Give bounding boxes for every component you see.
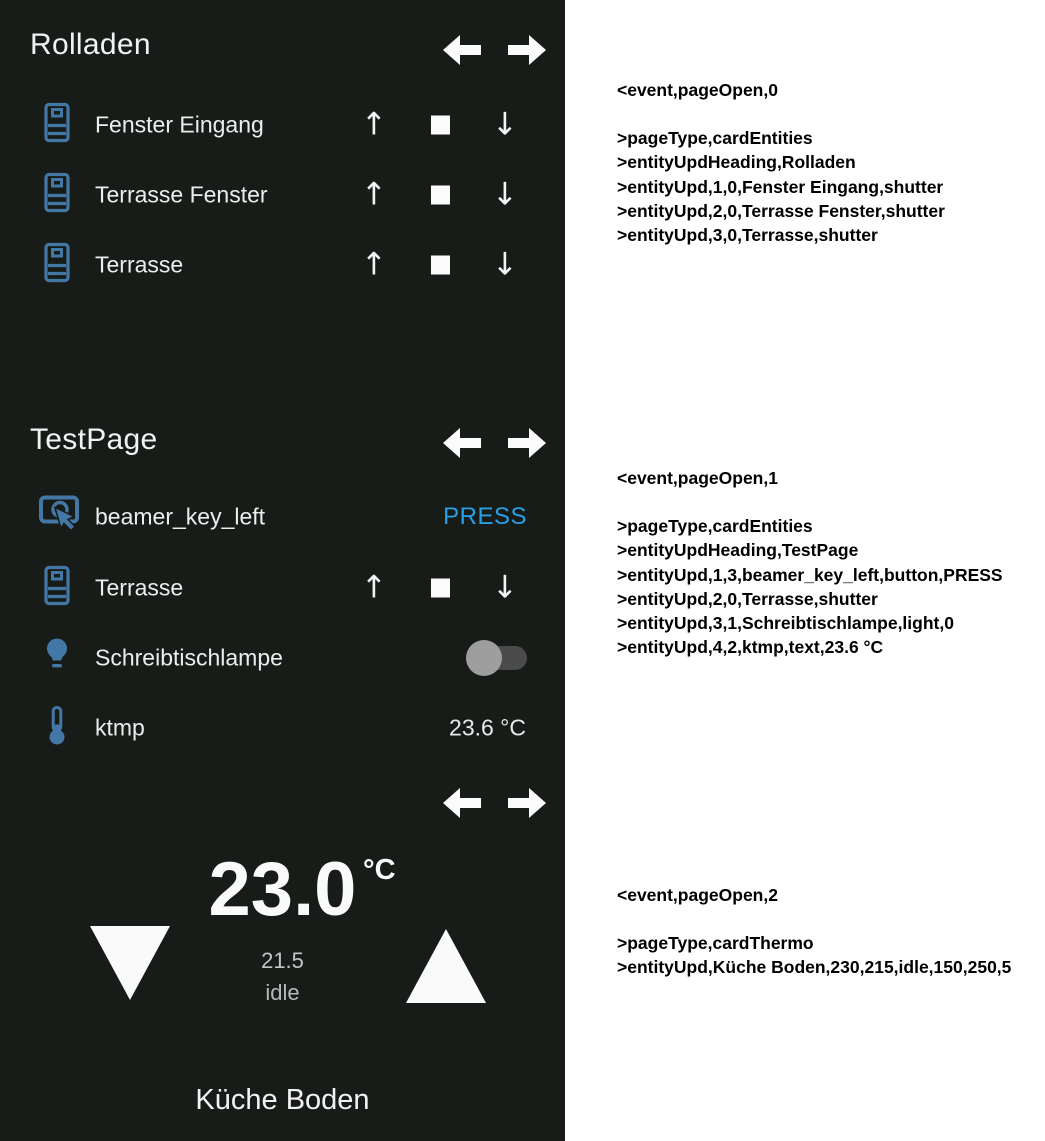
shutter-stop-button[interactable]	[423, 110, 457, 141]
shutter-down-button[interactable]: ↓	[492, 106, 518, 143]
shutter-down-button[interactable]: ↓	[492, 176, 518, 213]
shutter-up-button[interactable]: ↑	[361, 246, 387, 283]
log-line: >entityUpd,3,1,Schreibtischlampe,light,0	[617, 613, 954, 634]
temperature-value: 23.6 °C	[449, 714, 526, 741]
window-shutter-icon	[44, 243, 70, 288]
entity-label: Terrasse	[95, 251, 184, 278]
log-event-line: <event,pageOpen,0	[617, 80, 778, 100]
toggle-knob	[466, 640, 502, 676]
thermometer-icon	[48, 706, 66, 751]
entity-row-terrasse	[0, 566, 565, 610]
thermostat-title: Küche Boden	[195, 1084, 370, 1116]
thermostat-state: idle	[265, 980, 300, 1005]
log-line: >entityUpdHeading,Rolladen	[617, 152, 856, 173]
shutter-up-button[interactable]: ↑	[361, 569, 387, 606]
light-toggle-switch[interactable]	[468, 646, 527, 670]
window-shutter-icon	[44, 173, 70, 218]
nav-prev-arrow-icon[interactable]	[443, 33, 481, 67]
stop-square-icon	[431, 116, 450, 135]
page-nav	[443, 33, 546, 67]
shutter-stop-button[interactable]	[423, 573, 457, 604]
log-line: >entityUpd,2,0,Terrasse,shutter	[617, 588, 878, 609]
page-nav	[443, 426, 546, 460]
page-title: TestPage	[30, 423, 158, 456]
log-line: >pageType,cardEntities	[617, 516, 813, 536]
entity-label: Fenster Eingang	[95, 111, 264, 138]
log-line: >entityUpd,2,0,Terrasse Fenster,shutter	[617, 200, 945, 221]
target-temperature: 21.5	[261, 948, 304, 973]
lightbulb-icon	[44, 638, 70, 679]
shutter-down-button[interactable]: ↓	[492, 569, 518, 606]
shutter-up-button[interactable]: ↑	[361, 106, 387, 143]
entity-row-ktmp	[0, 706, 565, 750]
shutter-stop-button[interactable]	[423, 250, 457, 281]
shutter-up-button[interactable]: ↑	[361, 176, 387, 213]
log-line: >pageType,cardThermo	[617, 933, 814, 953]
press-button[interactable]: PRESS	[443, 503, 527, 530]
window-shutter-icon	[44, 566, 70, 611]
log-event-line: <event,pageOpen,2	[617, 885, 778, 905]
shutter-down-button[interactable]: ↓	[492, 246, 518, 283]
log-line: >entityUpdHeading,TestPage	[617, 540, 859, 561]
entity-row-schreibtischlampe	[0, 636, 565, 680]
temperature-unit: °C	[363, 854, 396, 886]
entity-label: ktmp	[95, 714, 145, 741]
nav-prev-arrow-icon[interactable]	[443, 786, 481, 820]
entity-row-fenster-eingang	[0, 103, 565, 147]
shutter-stop-button[interactable]	[423, 180, 457, 211]
log-line: >entityUpd,4,2,ktmp,text,23.6 °C	[617, 637, 884, 658]
entity-label: Terrasse Fenster	[95, 181, 268, 208]
entity-label: Terrasse	[95, 574, 184, 601]
gesture-tap-button-icon	[38, 495, 80, 540]
nav-next-arrow-icon[interactable]	[508, 33, 546, 67]
log-block-page2	[617, 885, 1042, 980]
log-event-line: <event,pageOpen,1	[617, 468, 778, 488]
page-nav	[443, 786, 546, 820]
log-line: >entityUpd,Küche Boden,230,215,idle,150,250,5	[617, 957, 1012, 978]
entity-row-terrasse	[0, 243, 565, 287]
log-block-page1	[617, 468, 1042, 660]
entity-label: Schreibtischlampe	[95, 644, 283, 671]
window-shutter-icon	[44, 103, 70, 148]
log-line: >entityUpd,1,3,beamer_key_left,button,PRESS	[617, 564, 1003, 585]
stop-square-icon	[431, 579, 450, 598]
entity-label: beamer_key_left	[95, 503, 266, 530]
current-temperature: 23.0	[208, 847, 357, 932]
stop-square-icon	[431, 256, 450, 275]
nav-prev-arrow-icon[interactable]	[443, 426, 481, 460]
log-line: >pageType,cardEntities	[617, 128, 813, 148]
stop-square-icon	[431, 186, 450, 205]
nav-next-arrow-icon[interactable]	[508, 426, 546, 460]
nav-next-arrow-icon[interactable]	[508, 786, 546, 820]
log-line: >entityUpd,1,0,Fenster Eingang,shutter	[617, 176, 944, 197]
log-line: >entityUpd,3,0,Terrasse,shutter	[617, 225, 878, 246]
entity-row-terrasse-fenster	[0, 173, 565, 217]
page-title: Rolladen	[30, 28, 151, 61]
entity-row-beamer-key-left	[0, 495, 565, 539]
log-block-page0	[617, 80, 1042, 247]
